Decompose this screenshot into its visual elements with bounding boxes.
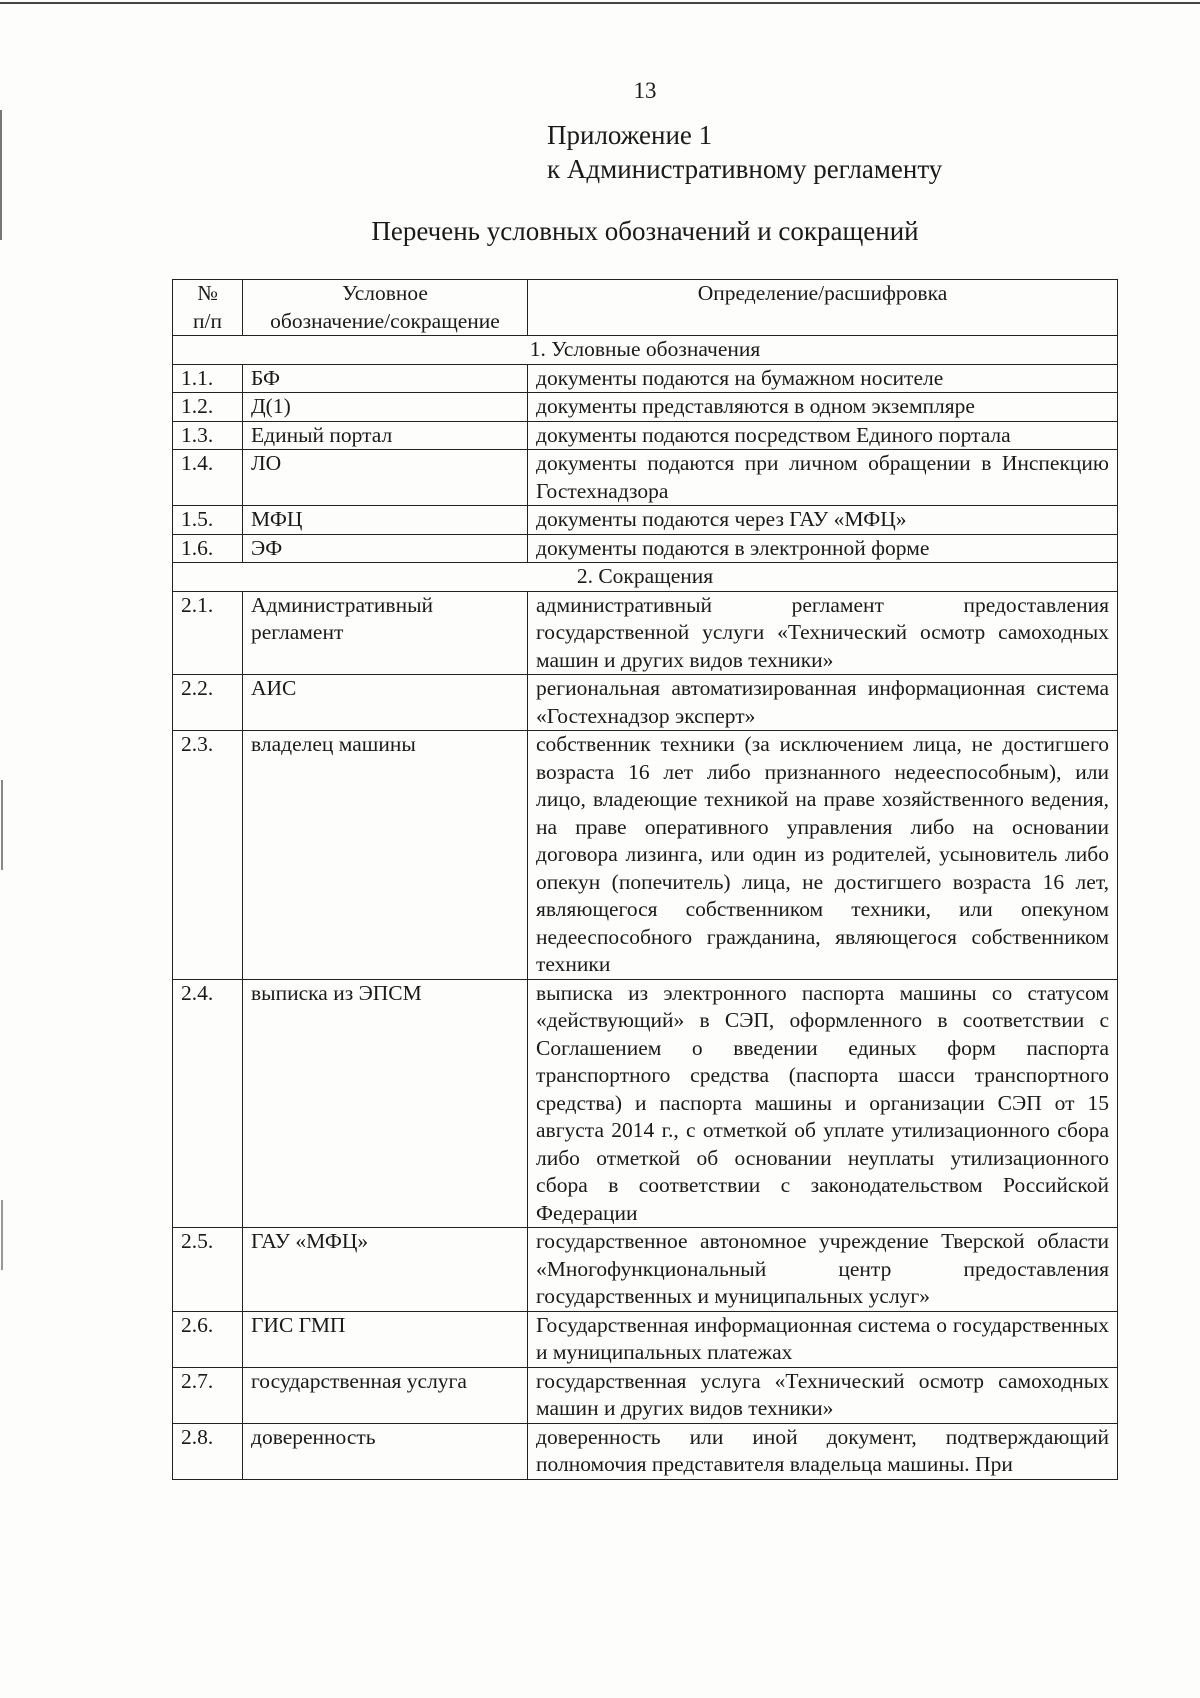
row-number: 2.4.: [173, 979, 243, 1228]
table-row: [173, 979, 1118, 1228]
row-number: 2.3.: [173, 731, 243, 980]
header-term-line-2: обозначение/сокращение: [270, 308, 500, 333]
abbreviations-table: [172, 279, 1118, 1480]
row-number: 1.6.: [173, 534, 243, 563]
table-row: [173, 364, 1118, 393]
row-definition: государственное автономное учреждение Тверской области «Многофункциональный центр предоставления государственных и муниципальных услуг»: [528, 1228, 1118, 1312]
row-definition: региональная автоматизированная информационная система «Гостехнадзор эксперт»: [528, 675, 1118, 731]
row-number: 2.6.: [173, 1311, 243, 1367]
row-term: Д(1): [243, 393, 528, 422]
row-term: ГИС ГМП: [243, 1311, 528, 1367]
table-row: [173, 393, 1118, 422]
scan-border-top: [0, 2, 1200, 4]
section-row: [173, 336, 1118, 365]
header-number: [173, 280, 243, 336]
row-number: 1.3.: [173, 421, 243, 450]
row-term: ГАУ «МФЦ»: [243, 1228, 528, 1312]
header-term: [243, 280, 528, 336]
row-term: доверенность: [243, 1423, 528, 1479]
header-definition: Определение/расшифровка: [528, 280, 1118, 336]
table-row: [173, 421, 1118, 450]
row-number: 2.8.: [173, 1423, 243, 1479]
row-number: 1.2.: [173, 393, 243, 422]
appendix-line-1: Приложение 1: [547, 120, 713, 150]
row-definition: доверенность или иной документ, подтверждающий полномочия представителя владельца машины. При: [528, 1423, 1118, 1479]
row-term: владелец машины: [243, 731, 528, 980]
row-definition: собственник техники (за исключением лица, не достигшего возраста 16 лет либо признанного недееспособным), или лицо, владеющие техникой на праве хозяйственного ведения, на праве оперативного управления либо на основании договора лизинга, или один из родителей, усыновитель либо опекун (попечитель) лица, не достигшего возраста 16 лет, являющегося собственником техники, или опекуном недееспособного гражданина, являющегося собственником техники: [528, 731, 1118, 980]
appendix-line-2: к Административному регламенту: [547, 154, 943, 184]
table-body: [173, 336, 1118, 1480]
section-row: [173, 563, 1118, 592]
header-number-line-2: п/п: [193, 308, 222, 333]
table-row: [173, 1367, 1118, 1423]
section-title: 2. Сокращения: [173, 563, 1118, 592]
row-definition: документы подаются посредством Единого портала: [528, 421, 1118, 450]
row-term: АИС: [243, 675, 528, 731]
table-row: [173, 1228, 1118, 1312]
section-title: 1. Условные обозначения: [173, 336, 1118, 365]
scan-border-left: [1, 780, 3, 870]
row-number: 2.5.: [173, 1228, 243, 1312]
table-row: [173, 731, 1118, 980]
row-number: 2.7.: [173, 1367, 243, 1423]
document-title: Перечень условных обозначений и сокращений: [371, 216, 919, 246]
row-definition: документы представляются в одном экземпляре: [528, 393, 1118, 422]
row-number: 2.2.: [173, 675, 243, 731]
row-term: Единый портал: [243, 421, 528, 450]
row-term: ЛО: [243, 450, 528, 506]
table-row: [173, 450, 1118, 506]
appendix-reference: [547, 118, 942, 186]
row-definition: Государственная информационная система о государственных и муниципальных платежах: [528, 1311, 1118, 1367]
row-definition: административный регламент предоставления государственной услуги «Технический осмотр самоходных машин и других видов техники»: [528, 591, 1118, 675]
table-row: [173, 534, 1118, 563]
row-definition: документы подаются через ГАУ «МФЦ»: [528, 506, 1118, 535]
header-term-line-1: Условное: [342, 281, 428, 305]
row-number: 1.4.: [173, 450, 243, 506]
row-definition: документы подаются на бумажном носителе: [528, 364, 1118, 393]
table-row: [173, 591, 1118, 675]
row-number: 1.1.: [173, 364, 243, 393]
page-number: 13: [633, 78, 657, 103]
scan-border-left: [1, 1200, 3, 1270]
header-number-line-1: №: [197, 281, 218, 305]
row-number: 1.5.: [173, 506, 243, 535]
row-term: Административный регламент: [243, 591, 528, 675]
row-term: БФ: [243, 364, 528, 393]
row-term: МФЦ: [243, 506, 528, 535]
row-term: ЭФ: [243, 534, 528, 563]
row-term: государственная услуга: [243, 1367, 528, 1423]
table-row: [173, 1423, 1118, 1479]
row-definition: государственная услуга «Технический осмотр самоходных машин и других видов техники»: [528, 1367, 1118, 1423]
row-definition: документы подаются при личном обращении в Инспекцию Гостехнадзора: [528, 450, 1118, 506]
table-row: [173, 506, 1118, 535]
table-row: [173, 1311, 1118, 1367]
row-term: выписка из ЭПСМ: [243, 979, 528, 1228]
row-definition: выписка из электронного паспорта машины со статусом «действующий» в СЭП, оформленного в соответствии с Соглашением о введении единых форм паспорта транспортного средства (паспорта шасси транспортного средства) и паспорта машины и организации СЭП от 15 августа 2014 г., с отметкой об уплате утилизационного сбора либо отметкой об основании неуплаты утилизационного сбора в соответствии с законодательством Российской Федерации: [528, 979, 1118, 1228]
row-definition: документы подаются в электронной форме: [528, 534, 1118, 563]
table-row: [173, 675, 1118, 731]
row-number: 2.1.: [173, 591, 243, 675]
table-header-row: [173, 280, 1118, 336]
